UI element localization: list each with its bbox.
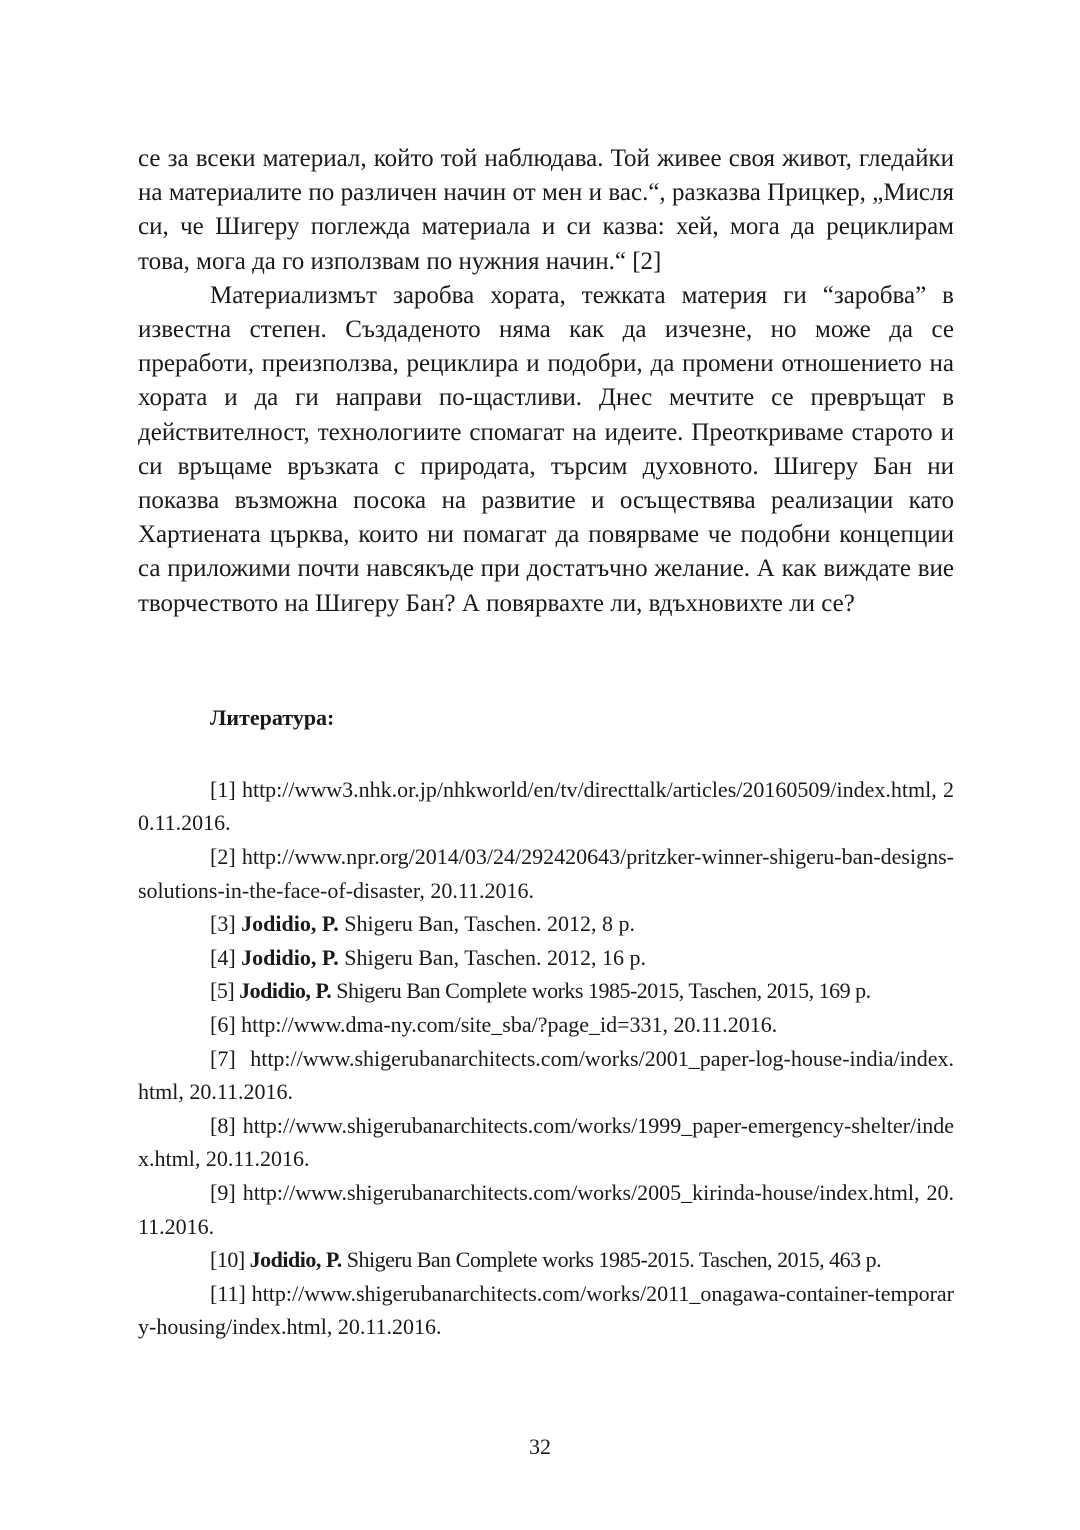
reference-text: http://www.shigerubanarchitects.com/works/2001_paper-log-house-india/index.html, 20.11.2016. (138, 1045, 954, 1105)
reference-item (138, 1243, 954, 1277)
reference-item (138, 907, 954, 941)
reference-item (138, 1042, 954, 1109)
reference-author: Jodidio, P. (249, 1247, 342, 1273)
reference-author: Jodidio, P. (241, 911, 339, 937)
reference-text: Shigeru Ban Complete works 1985-2015, Taschen, 2015, 169 p. (336, 978, 871, 1004)
reference-item (138, 1109, 954, 1176)
reference-number: [7] (210, 1045, 236, 1071)
reference-number: [10] (210, 1247, 245, 1273)
reference-number: [3] (210, 911, 236, 937)
reference-number: [11] (210, 1280, 246, 1306)
reference-item (138, 840, 954, 907)
reference-text: http://www.dma-ny.com/site_sba/?page_id=331, 20.11.2016. (241, 1012, 778, 1037)
reference-item (138, 941, 954, 975)
reference-item (138, 1277, 954, 1344)
reference-text: http://www3.nhk.or.jp/nhkworld/en/tv/directtalk/articles/20160509/index.html, 20.11.2016. (138, 776, 954, 836)
reference-text: http://www.shigerubanarchitects.com/works/1999_paper-emergency-shelter/index.html, 20.11.2016. (138, 1112, 954, 1172)
bibliography-heading: Литература: (210, 704, 335, 730)
reference-item (138, 1008, 954, 1042)
reference-item (138, 974, 954, 1008)
body-paragraph-continued: се за всеки материал, който той наблюдава. Той живее своя живот, гледайки на материалите по различен начин от мен и вас.“, разказва Прицкер, „Мисля си, че Шигеру поглежда материала и си казва: хей, мога да рециклирам това, мога да го използвам по нужния начин.“ [2] (138, 145, 954, 275)
reference-number: [8] (210, 1112, 236, 1138)
reference-text: http://www.npr.org/2014/03/24/292420643/pritzker-winner-shigeru-ban-designs-solutions-in-the-face-of-disaster, 20.11.2016. (138, 844, 954, 903)
body-paragraph: Материализмът заробва хората, тежката материя ги “заробва” в известна степен. Създаденото няма как да изчезне, но може да се преработи, преизползва, рециклира и подобри, да промени отношението на хората и да ги направи по-щастливи. Днес мечтите се превръщат в действителност, технологиите спомагат на идеите. Преоткриваме старото и си връщаме връзката с природата, търсим духовното. Шигеру Бан ни показва възможна посока на развитие и осъществява реализации като Хартиената църква, които ни помагат да повярваме че подобни концепции са приложими почти навсякъде при достатъчно желание. А как виждате вие творчеството на Шигеру Бан? А повярвахте ли, вдъхновихте ли се? (138, 281, 954, 617)
reference-text: http://www.shigerubanarchitects.com/works/2005_kirinda-house/index.html, 20.11.2016. (138, 1179, 954, 1239)
reference-text: Shigeru Ban Complete works 1985-2015. Taschen, 2015, 463 p. (346, 1247, 882, 1273)
reference-author: Jodidio, P. (239, 978, 332, 1004)
reference-author: Jodidio, P. (241, 944, 339, 970)
reference-item (138, 1176, 954, 1243)
reference-number: [2] (210, 844, 236, 870)
reference-text: Shigeru Ban, Taschen. 2012, 8 p. (344, 911, 636, 937)
page-number: 32 (529, 1434, 551, 1459)
reference-text: Shigeru Ban, Taschen. 2012, 16 p. (344, 944, 647, 970)
reference-number: [4] (210, 944, 236, 970)
page-content (138, 142, 954, 1344)
reference-text: http://www.shigerubanarchitects.com/works/2011_onagawa-container-temporary-housing/index.html, 20.11.2016. (138, 1280, 954, 1340)
reference-item (138, 773, 954, 840)
reference-number: [1] (210, 776, 236, 802)
reference-number: [6] (210, 1012, 236, 1037)
reference-number: [5] (210, 978, 235, 1004)
bibliography-list (138, 773, 954, 1344)
reference-number: [9] (210, 1179, 236, 1205)
